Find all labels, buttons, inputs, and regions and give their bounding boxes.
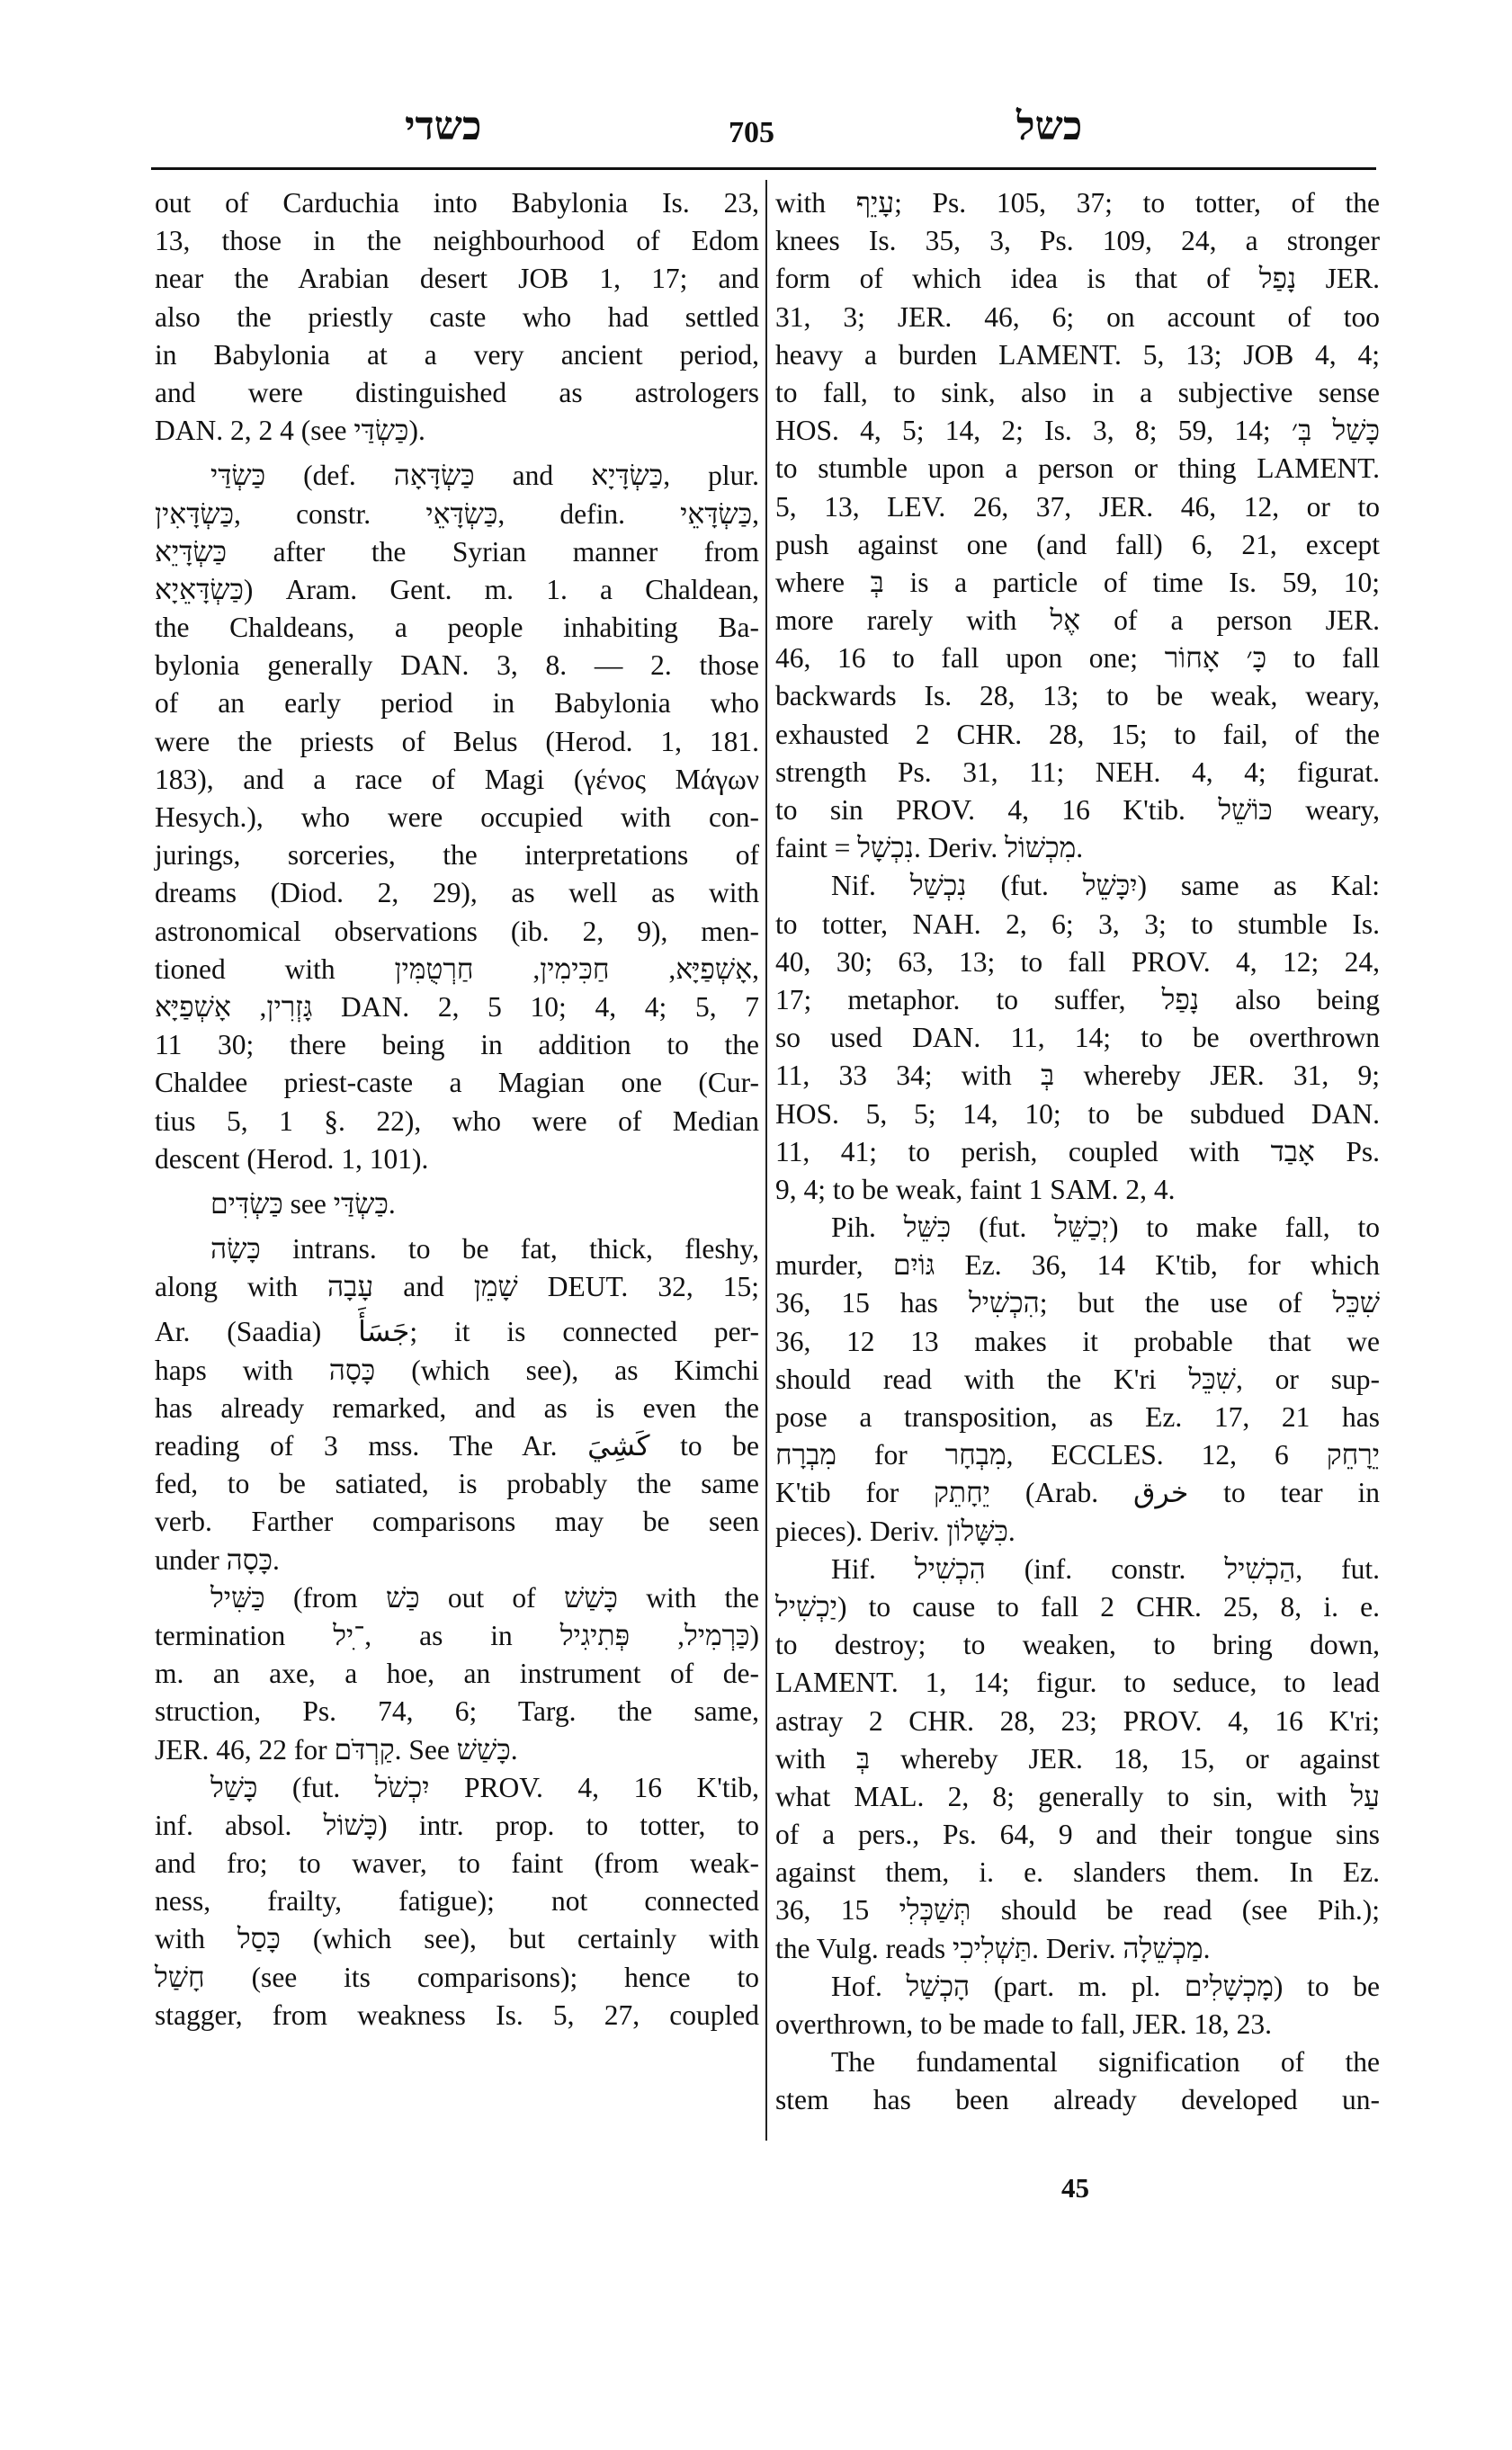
text-line: HOS. 4, 5; 14, 2; Is. 3, 8; 59, 14; כָּשַׁל בְּ׳ — [775, 415, 1380, 447]
text-line: jurings, sorceries, the interpretations of — [155, 839, 759, 872]
text-line: 36, 12 13 makes it probable that we — [775, 1325, 1380, 1357]
text-line: Chaldee priest-caste a Magian one (Cur- — [155, 1067, 759, 1099]
text-line: tioned with אָשְׁפַיָּא, חַכִּימִין, חַרְטֻמִּין, — [155, 952, 759, 985]
text-line: and were distinguished as astrologers — [155, 376, 759, 408]
header-rule — [151, 167, 1376, 170]
text-line: 36, 15 has הִכְשִׁיל; but the use of שִׁכֵּל — [775, 1287, 1381, 1319]
left-column — [155, 184, 759, 2034]
text-line: inf. absol. כָּשׁוֹל) intr. prop. to totter, to — [155, 1809, 760, 1841]
text-line: with בְּ whereby JER. 18, 15, or against — [775, 1742, 1380, 1775]
text-line: to sin PROV. 4, 16 K'tib. כּוֹשֵׁל weary, — [775, 794, 1381, 826]
text-line: pieces). Deriv. כִּשָּׁלוֹן. — [775, 1515, 1015, 1547]
text-line: along with עָבָה and שָׁמֵן DEUT. 32, 15; — [155, 1271, 759, 1303]
right-running-headword: כשל — [1016, 104, 1083, 148]
text-line: in Babylonia at a very ancient period, — [155, 338, 759, 371]
text-line: against them, i. e. slanders them. In Ez. — [775, 1856, 1380, 1889]
text-line: and fro; to waver, to faint (from weak- — [155, 1847, 759, 1880]
text-line: 11, 33 34; with בְּ whereby JER. 31, 9; — [775, 1060, 1380, 1092]
text-line: DAN. 2, 2 4 (see כַּשְׂדַּי). — [155, 415, 425, 447]
entry-start-line: Nif. נִכְשַׁל (fut. יִכָּשֵׁל) same as Kal: — [831, 870, 1381, 902]
text-line: 46, 16 to fall upon one; כָּ׳ אָחוֹר to fall — [775, 642, 1380, 675]
text-line: of a pers., Ps. 64, 9 and their tongue sins — [775, 1819, 1380, 1851]
text-line: faint = נִכְשָׁל. Deriv. מִכְשׁוֹל. — [775, 832, 1084, 864]
text-line: 9, 4; to be weak, faint 1 SAM. 2, 4. — [775, 1173, 1176, 1205]
text-line: pose a transposition, as Ez. 17, 21 has — [775, 1401, 1380, 1433]
text-line: ness, frailty, fatigue); not connected — [155, 1885, 759, 1918]
text-line: struction, Ps. 74, 6; Targ. the same, — [155, 1695, 759, 1728]
text-line: 5, 13, LEV. 26, 37, JER. 46, 12, or to — [775, 490, 1380, 523]
text-line: strength Ps. 31, 11; NEH. 4, 4; figurat. — [775, 756, 1380, 788]
text-line: more rarely with אֶל of a person JER. — [775, 604, 1381, 637]
text-line: כַּשְׂדָּאִין, constr. כַּשְׂדָּאֵי, defin. כַּשְׂדָּאֵי, — [155, 497, 759, 530]
text-line: haps with כָּסָה (which see), as Kimchi — [155, 1354, 760, 1386]
text-line: dreams (Diod. 2, 29), as well as with — [155, 877, 759, 909]
text-line: the Vulg. reads תַּשְׁלִיכִי. Deriv. מַכְשֵׁלָה. — [775, 1932, 1211, 1964]
column-divider — [765, 180, 767, 2141]
text-line: Hesych.), who were occupied with con- — [155, 801, 759, 833]
text-line: near the Arabian desert JOB 1, 17; and — [155, 263, 759, 295]
text-line: what MAL. 2, 8; generally to sin, with עַל — [775, 1780, 1380, 1812]
text-line: stagger, from weakness Is. 5, 27, coupled — [155, 1998, 759, 2031]
text-line: LAMENT. 1, 14; figur. to seduce, to lead — [775, 1667, 1380, 1699]
text-line: under כָּסָה. — [155, 1543, 280, 1576]
text-line: astray 2 CHR. 28, 23; PROV. 4, 16 K'ri; — [775, 1704, 1380, 1737]
text-line: מִבְרָח for מִבְחָר, ECCLES. 12, 6 יֵרָחֵק — [775, 1439, 1380, 1471]
text-line: 17; metaphor. to suffer, נָפַל also being — [775, 983, 1380, 1015]
text-line: overthrown, to be made to fall, JER. 18, 23. — [775, 2008, 1273, 2040]
text-line: where בְּ is a particle of time Is. 59, 10; — [775, 566, 1381, 598]
text-line: were the priests of Belus (Herod. 1, 181. — [155, 725, 759, 757]
text-line: with כָּסַל (which see), but certainly with — [155, 1923, 759, 1955]
text-line: fed, to be satiated, is probably the same — [155, 1468, 759, 1500]
text-line: the Chaldeans, a people inhabiting Ba- — [155, 612, 759, 644]
text-line: Ar. (Saadia) جَسَأَ; it is connected per- — [155, 1316, 759, 1348]
entry-start-line: כָּשַׁל (fut. יִכְשֹׁל PROV. 4, 16 K'tib, — [210, 1771, 759, 1803]
signature-mark: 45 — [1061, 2172, 1089, 2204]
text-line: JER. 46, 22 for קַרְדֹּם. See כָּשַׁשׁ. — [155, 1733, 518, 1766]
entry-start-line: כַּשְׂדִּים see כַּשְׂדַּי. — [210, 1187, 396, 1220]
text-line: so used DAN. 11, 14; to be overthrown — [775, 1022, 1380, 1054]
text-line: to stumble upon a person or thing LAMENT. — [775, 452, 1380, 485]
text-line: knees Is. 35, 3, Ps. 109, 24, a stronger — [775, 225, 1380, 257]
text-line: murder, גּוֹיִם Ez. 36, 14 K'tib, for which — [775, 1249, 1380, 1282]
text-line: K'tib for יֵחָתֵק (Arab. خرق to tear in — [775, 1477, 1380, 1509]
text-line: 11 30; there being in addition to the — [155, 1029, 759, 1061]
text-line: יַכְשִׁיל) to cause to fall 2 CHR. 25, 8, i. e. — [775, 1590, 1380, 1623]
text-line: גָּזְרִין, אָשְׁפַיָּא DAN. 2, 5 10; 4, 4; 5, 7 — [155, 990, 759, 1023]
text-line: tius 5, 1 §. 22), who were of Median — [155, 1104, 759, 1137]
text-line: HOS. 5, 5; 14, 10; to be subdued DAN. — [775, 1097, 1380, 1130]
text-line: 36, 15 תְּשַׁכְּלִי should be read (see Pih.); — [775, 1894, 1381, 1927]
text-line: to fall, to sink, also in a subjective sense — [775, 376, 1380, 408]
text-line: bylonia generally DAN. 3, 8. — 2. those — [155, 649, 759, 682]
text-line: should read with the K'ri שִׁכֵּל, or sup- — [775, 1363, 1380, 1395]
text-line: 13, those in the neighbourhood of Edom — [155, 225, 759, 257]
text-line: termination ־ִיל, as in כַּרְמִיל, פְּתִיגִיל) — [155, 1619, 760, 1651]
text-line: m. an axe, a hoe, an instrument of de- — [155, 1658, 759, 1690]
text-line: stem has been already developed un- — [775, 2084, 1380, 2116]
entry-start-line: כַּשִּׁיל (from כַּשׁ out of כָּשַׁשׁ with the — [210, 1581, 759, 1614]
right-column — [775, 184, 1380, 2120]
text-line: has already remarked, and as is even the — [155, 1391, 759, 1424]
text-line: form of which idea is that of נָפַל JER. — [775, 263, 1380, 295]
text-line: חָשַׁל (see its comparisons); hence to — [155, 1961, 759, 1993]
text-line: כַּשְׂדָּאֵיָא) Aram. Gent. m. 1. a Chaldean, — [155, 573, 759, 605]
text-line: descent (Herod. 1, 101). — [155, 1142, 429, 1175]
text-line: astronomical observations (ib. 2, 9), men- — [155, 915, 759, 947]
text-line: out of Carduchia into Babylonia Is. 23, — [155, 187, 759, 219]
entry-start-line: כָּשָׂה intrans. to be fat, thick, fleshy, — [210, 1233, 759, 1265]
left-running-headword: כשדי — [405, 104, 482, 148]
text-line: 11, 41; to perish, coupled with אָבַד Ps. — [775, 1135, 1380, 1167]
page-number: 705 — [729, 116, 774, 149]
text-line: 183), and a race of Magi (γένος Μάγων — [155, 763, 759, 795]
text-line: also the priestly caste who had settled — [155, 300, 759, 333]
page-header — [153, 103, 1376, 157]
text-line: verb. Farther comparisons may be seen — [155, 1506, 759, 1538]
text-line: backwards Is. 28, 13; to be weak, weary, — [775, 680, 1380, 712]
text-line: to totter, NAH. 2, 6; 3, 3; to stumble Is. — [775, 908, 1380, 940]
entry-start-line: Hof. הָכְשַׁל (part. m. pl. מָכְשָׁלִים) to be — [831, 1970, 1380, 2002]
text-line: exhausted 2 CHR. 28, 15; to fail, of the — [775, 718, 1380, 750]
text-line: of an early period in Babylonia who — [155, 687, 759, 720]
text-line: to destroy; to weaken, to bring down, — [775, 1629, 1380, 1661]
entry-start-line: כַּשְׂדַּי (def. כַּשְׂדָּאָה and כַּשְׂדָּיָא, plur. — [210, 460, 759, 492]
text-line: 40, 30; 63, 13; to fall PROV. 4, 12; 24, — [775, 945, 1380, 978]
text-line: 31, 3; JER. 46, 6; on account of too — [775, 300, 1380, 333]
text-line: כַּשְׂדָּיֵא after the Syrian manner from — [155, 535, 759, 568]
text-line: reading of 3 mss. The Ar. كَشِيَ to be — [155, 1430, 759, 1462]
text-line: heavy a burden LAMENT. 5, 13; JOB 4, 4; — [775, 338, 1380, 371]
entry-start-line: Hif. הִכְשִׁיל (inf. constr. הַכְשִׁיל, fut. — [831, 1552, 1380, 1585]
text-line: with עָיֵף; Ps. 105, 37; to totter, of the — [775, 187, 1380, 219]
text-line: push against one (and fall) 6, 21, except — [775, 528, 1380, 560]
entry-start-line: Pih. כִּשֵּׁל (fut. יְכַשֵּׁל) to make fall, to — [831, 1212, 1381, 1244]
entry-start-line: The fundamental signification of the — [831, 2046, 1380, 2079]
